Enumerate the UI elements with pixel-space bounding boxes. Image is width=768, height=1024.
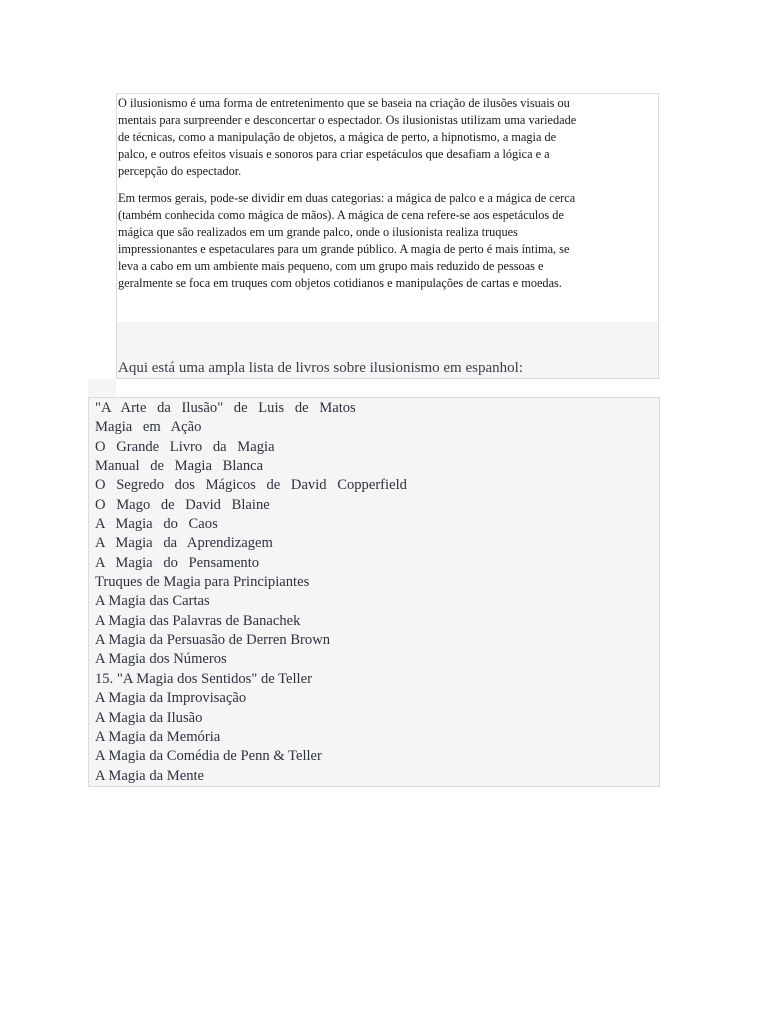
book-item: A Magia das Cartas	[95, 593, 210, 610]
book-item: Truques de Magia para Principiantes	[95, 574, 310, 591]
book-item: A Magia da Aprendizagem	[95, 535, 273, 552]
gray-strip	[88, 379, 116, 397]
book-item: A Magia da Persuasão de Derren Brown	[95, 632, 331, 649]
article-text-area	[117, 94, 658, 322]
book-item: 15. "A Magia dos Sentidos" de Teller	[95, 670, 312, 687]
book-item: O Segredo dos Mágicos de David Copperfield	[95, 477, 407, 494]
book-list-box	[88, 397, 660, 787]
book-item: A Magia das Palavras de Banachek	[95, 612, 301, 629]
book-item: A Magia da Improvisação	[95, 690, 247, 707]
book-item: A Magia da Mente	[95, 767, 205, 784]
book-item: A Magia do Caos	[95, 516, 218, 533]
book-item: A Magia da Ilusão	[95, 709, 203, 726]
book-item: O Grande Livro da Magia	[95, 438, 275, 455]
article-box	[116, 93, 659, 379]
book-list	[95, 399, 407, 786]
paragraph-intro: O ilusionismo é uma forma de entretenimento que se baseia na criação de ilusões visuais ou mentais para surpreender e desconcertar o espectador. Os ilusionistas utilizam uma variedade de técnicas, como a manipulação de objetos, a mágica de perto, a hipnotismo, a magia de palco, e outros efeitos visuais e sonoros para criar espetáculos que desafiam a lógica e a percepção do espectador.	[118, 96, 577, 178]
book-item: A Magia dos Números	[95, 651, 227, 668]
book-item: Magia em Ação	[95, 419, 202, 436]
book-item: Manual de Magia Blanca	[95, 458, 264, 475]
book-item: A Magia da Comédia de Penn & Teller	[95, 748, 322, 765]
book-item: "A Arte da Ilusão" de Luis de Matos	[95, 400, 356, 416]
paragraph-categories: Em termos gerais, pode-se dividir em duas categorias: a mágica de palco e a mágica de cerca (também conhecida como mágica de mãos). A mágica de cena refere-se aos espetáculos de mágica que são realizados em um grande palco, onde o ilusionista realiza truques impressionantes e espetaculares para um grande público. A magia de perto é mais íntima, se leva a cabo em um ambiente mais pequeno, com um grupo mais reduzido de pessoas e geralmente se foca em truques com objetos cotidianos e manipulações de cartas e moedas.	[118, 191, 576, 290]
book-item: A Magia do Pensamento	[95, 554, 260, 571]
book-item: O Mago de David Blaine	[95, 496, 270, 513]
book-list-intro: Aqui está uma ampla lista de livros sobre ilusionismo em espanhol:	[118, 360, 523, 376]
book-item: A Magia da Memória	[95, 728, 221, 745]
